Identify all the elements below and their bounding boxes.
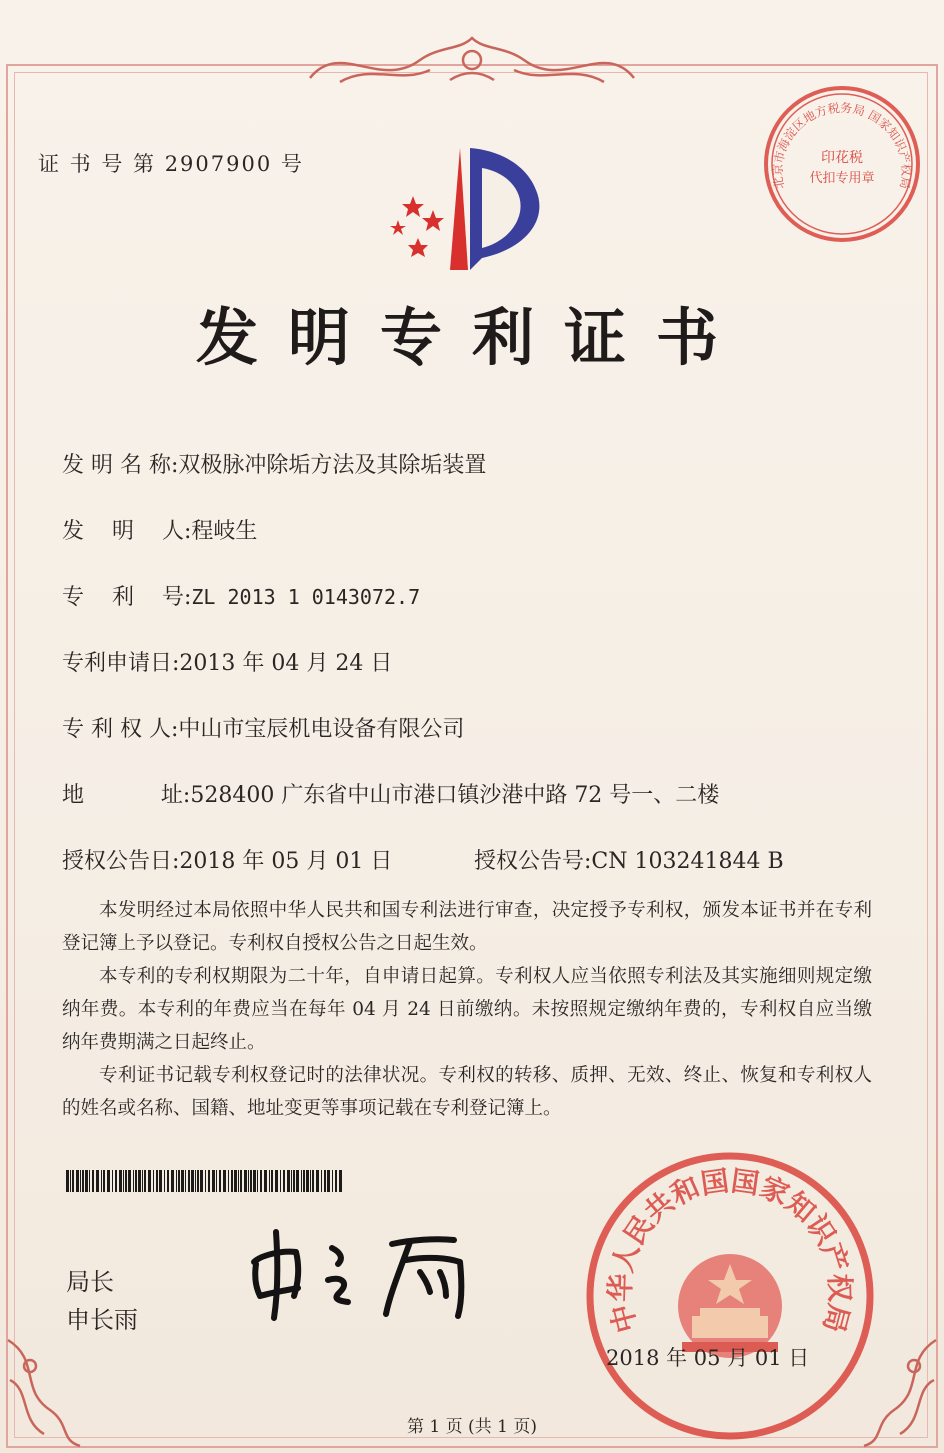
barcode-bar — [164, 1170, 165, 1192]
field-value: ZL 2013 1 0143072.7 — [191, 585, 421, 609]
field-application-date — [62, 646, 392, 677]
field-value: 2018 年 05 月 01 日 — [179, 849, 393, 874]
barcode-bar — [171, 1170, 174, 1192]
field-label: 授权公告号: — [474, 849, 592, 874]
field-patentee — [62, 712, 464, 743]
barcode-bar — [208, 1170, 210, 1192]
field-label: 专 利 号: — [62, 585, 192, 610]
barcode-bar — [138, 1170, 141, 1192]
barcode-bar — [148, 1170, 151, 1192]
barcode-bar — [271, 1170, 273, 1192]
barcode-bar — [280, 1170, 281, 1192]
barcode-bar — [324, 1170, 326, 1192]
barcode-bar — [89, 1170, 90, 1192]
barcode-bar — [303, 1170, 305, 1192]
field-grant-date — [62, 844, 392, 875]
barcode-bar — [293, 1170, 295, 1192]
field-label: 专利申请日: — [62, 651, 180, 676]
barcode-bar — [96, 1170, 99, 1192]
barcode-bar — [156, 1170, 158, 1192]
barcode-bar — [181, 1170, 184, 1192]
barcode-bar — [176, 1170, 177, 1192]
field-grant-number — [474, 844, 784, 875]
barcode-bar — [310, 1170, 311, 1192]
barcode-bar — [115, 1170, 117, 1192]
barcode-bar — [153, 1170, 154, 1192]
barcode-bar — [125, 1170, 127, 1192]
seal-date: 2018 年 05 月 01 日 — [606, 1346, 810, 1370]
barcode-bar — [238, 1170, 239, 1192]
barcode-bar — [240, 1170, 242, 1192]
barcode-bar — [135, 1170, 137, 1192]
barcode-bar — [269, 1170, 270, 1192]
small-seal-center-text-2: 代扣专用章 — [809, 171, 875, 186]
field-value: 中山市宝辰机电设备有限公司 — [178, 717, 465, 742]
barcode-bar — [197, 1170, 199, 1192]
field-value: CN 103241844 B — [591, 849, 784, 874]
barcode-bar — [306, 1170, 309, 1192]
barcode-bar — [301, 1170, 302, 1192]
barcode-bar — [248, 1170, 249, 1192]
barcode-bar — [228, 1170, 229, 1192]
barcode-bar — [195, 1170, 196, 1192]
barcode-bar — [128, 1170, 131, 1192]
barcode-bar — [80, 1170, 81, 1192]
barcode-bar — [321, 1170, 322, 1192]
paragraph: 本专利的专利权期限为二十年，自申请日起算。专利权人应当依照专利法及其实施细则规定缴纳年费。本专利的年费应当在每年 04 月 24 日前缴纳。未按照规定缴纳年费的，专利权自应当缴纳年费期满之日起终止。 — [62, 966, 872, 1053]
barcode-bar — [244, 1170, 247, 1192]
director-signature — [240, 1222, 490, 1322]
field-value: 双极脉冲除垢方法及其除垢装置 — [178, 453, 487, 478]
barcode-bar — [101, 1170, 102, 1192]
barcode-bar — [112, 1170, 113, 1192]
barcode-bar — [275, 1170, 278, 1192]
field-value: 程岐生 — [191, 519, 258, 544]
small-seal-center-text-1: 印花税 — [821, 150, 863, 166]
barcode-bar — [82, 1170, 84, 1192]
barcode-bar — [283, 1170, 285, 1192]
barcode-bar — [133, 1170, 134, 1192]
barcode-bar — [327, 1170, 330, 1192]
barcode-bar — [200, 1170, 203, 1192]
barcode-bar — [107, 1170, 110, 1192]
barcode-bar — [335, 1170, 337, 1192]
barcode-bar — [178, 1170, 180, 1192]
top-ornament — [300, 30, 644, 100]
certificate-body — [62, 894, 872, 1125]
barcode-bar — [339, 1170, 342, 1192]
barcode-bar — [234, 1170, 237, 1192]
barcode-bar — [223, 1170, 226, 1192]
barcode-bar — [66, 1170, 69, 1192]
barcode-bar — [219, 1170, 221, 1192]
barcode-bar — [144, 1170, 146, 1192]
barcode-bar — [123, 1170, 124, 1192]
field-value: 2013 年 04 月 24 日 — [179, 651, 393, 676]
barcode-bar — [76, 1170, 79, 1192]
field-inventor — [62, 514, 257, 545]
barcode-bar — [119, 1170, 122, 1192]
paragraph: 本发明经过本局依照中华人民共和国专利法进行审查，决定授予专利权，颁发本证书并在专利登记簿上予以登记。专利权自授权公告之日起生效。 — [62, 900, 872, 954]
field-value: 528400 广东省中山市港口镇沙港中路 72 号一、二楼 — [190, 783, 720, 808]
barcode-bar — [205, 1170, 206, 1192]
barcode-bar — [92, 1170, 94, 1192]
barcode-bar — [142, 1170, 143, 1192]
barcode-bar — [296, 1170, 299, 1192]
field-label: 发 明 人: — [62, 519, 192, 544]
barcode-bar — [316, 1170, 319, 1192]
barcode-bar — [85, 1170, 88, 1192]
barcode-bar — [260, 1170, 262, 1192]
official-seal-icon — [580, 1146, 880, 1446]
certificate-title: 发明专利证书 — [195, 301, 748, 374]
barcode-bar — [72, 1170, 74, 1192]
field-invention-name — [62, 448, 486, 479]
field-label: 发 明 名 称: — [62, 453, 179, 478]
barcode-bar — [253, 1170, 256, 1192]
barcode-bar — [212, 1170, 215, 1192]
barcode-bar — [167, 1170, 169, 1192]
field-address — [62, 778, 719, 809]
barcode-bar — [287, 1170, 290, 1192]
barcode-bar — [257, 1170, 258, 1192]
barcode-bar — [312, 1170, 314, 1192]
barcode-bar — [191, 1170, 194, 1192]
barcode-bar — [231, 1170, 233, 1192]
barcode-bar — [185, 1170, 186, 1192]
field-patent-number — [62, 580, 420, 611]
barcode-bar — [216, 1170, 217, 1192]
director-title: 局长 — [66, 1268, 114, 1296]
barcode-bar — [264, 1170, 267, 1192]
barcode-bar — [159, 1170, 162, 1192]
patent-office-logo-icon — [378, 138, 568, 278]
certificate-number: 证 书 号 第 2907900 号 — [38, 152, 304, 176]
page-footer: 第 1 页 (共 1 页) — [407, 1417, 537, 1437]
small-seal-outer-text: 北京市海淀区地方税务局 国家知识产权局 — [770, 100, 914, 190]
paragraph: 专利证书记载专利权登记时的法律状况。专利权的转移、质押、无效、终止、恢复和专利权人的姓名或名称、国籍、地址变更等事项记载在专利登记簿上。 — [62, 1065, 872, 1119]
barcode-bar — [291, 1170, 292, 1192]
seal-text: 中华人民共和国国家知识产权局 — [603, 1164, 857, 1337]
barcode-bar — [332, 1170, 333, 1192]
tax-stamp-seal-icon — [760, 82, 924, 246]
field-label: 地 址: — [62, 783, 191, 808]
barcode-bar — [250, 1170, 252, 1192]
barcode-bar — [70, 1170, 71, 1192]
barcode-bar — [103, 1170, 105, 1192]
field-label: 专 利 权 人: — [62, 717, 179, 742]
director-name: 申长雨 — [66, 1306, 138, 1334]
field-label: 授权公告日: — [62, 849, 180, 874]
barcode — [66, 1170, 342, 1192]
barcode-bar — [188, 1170, 190, 1192]
